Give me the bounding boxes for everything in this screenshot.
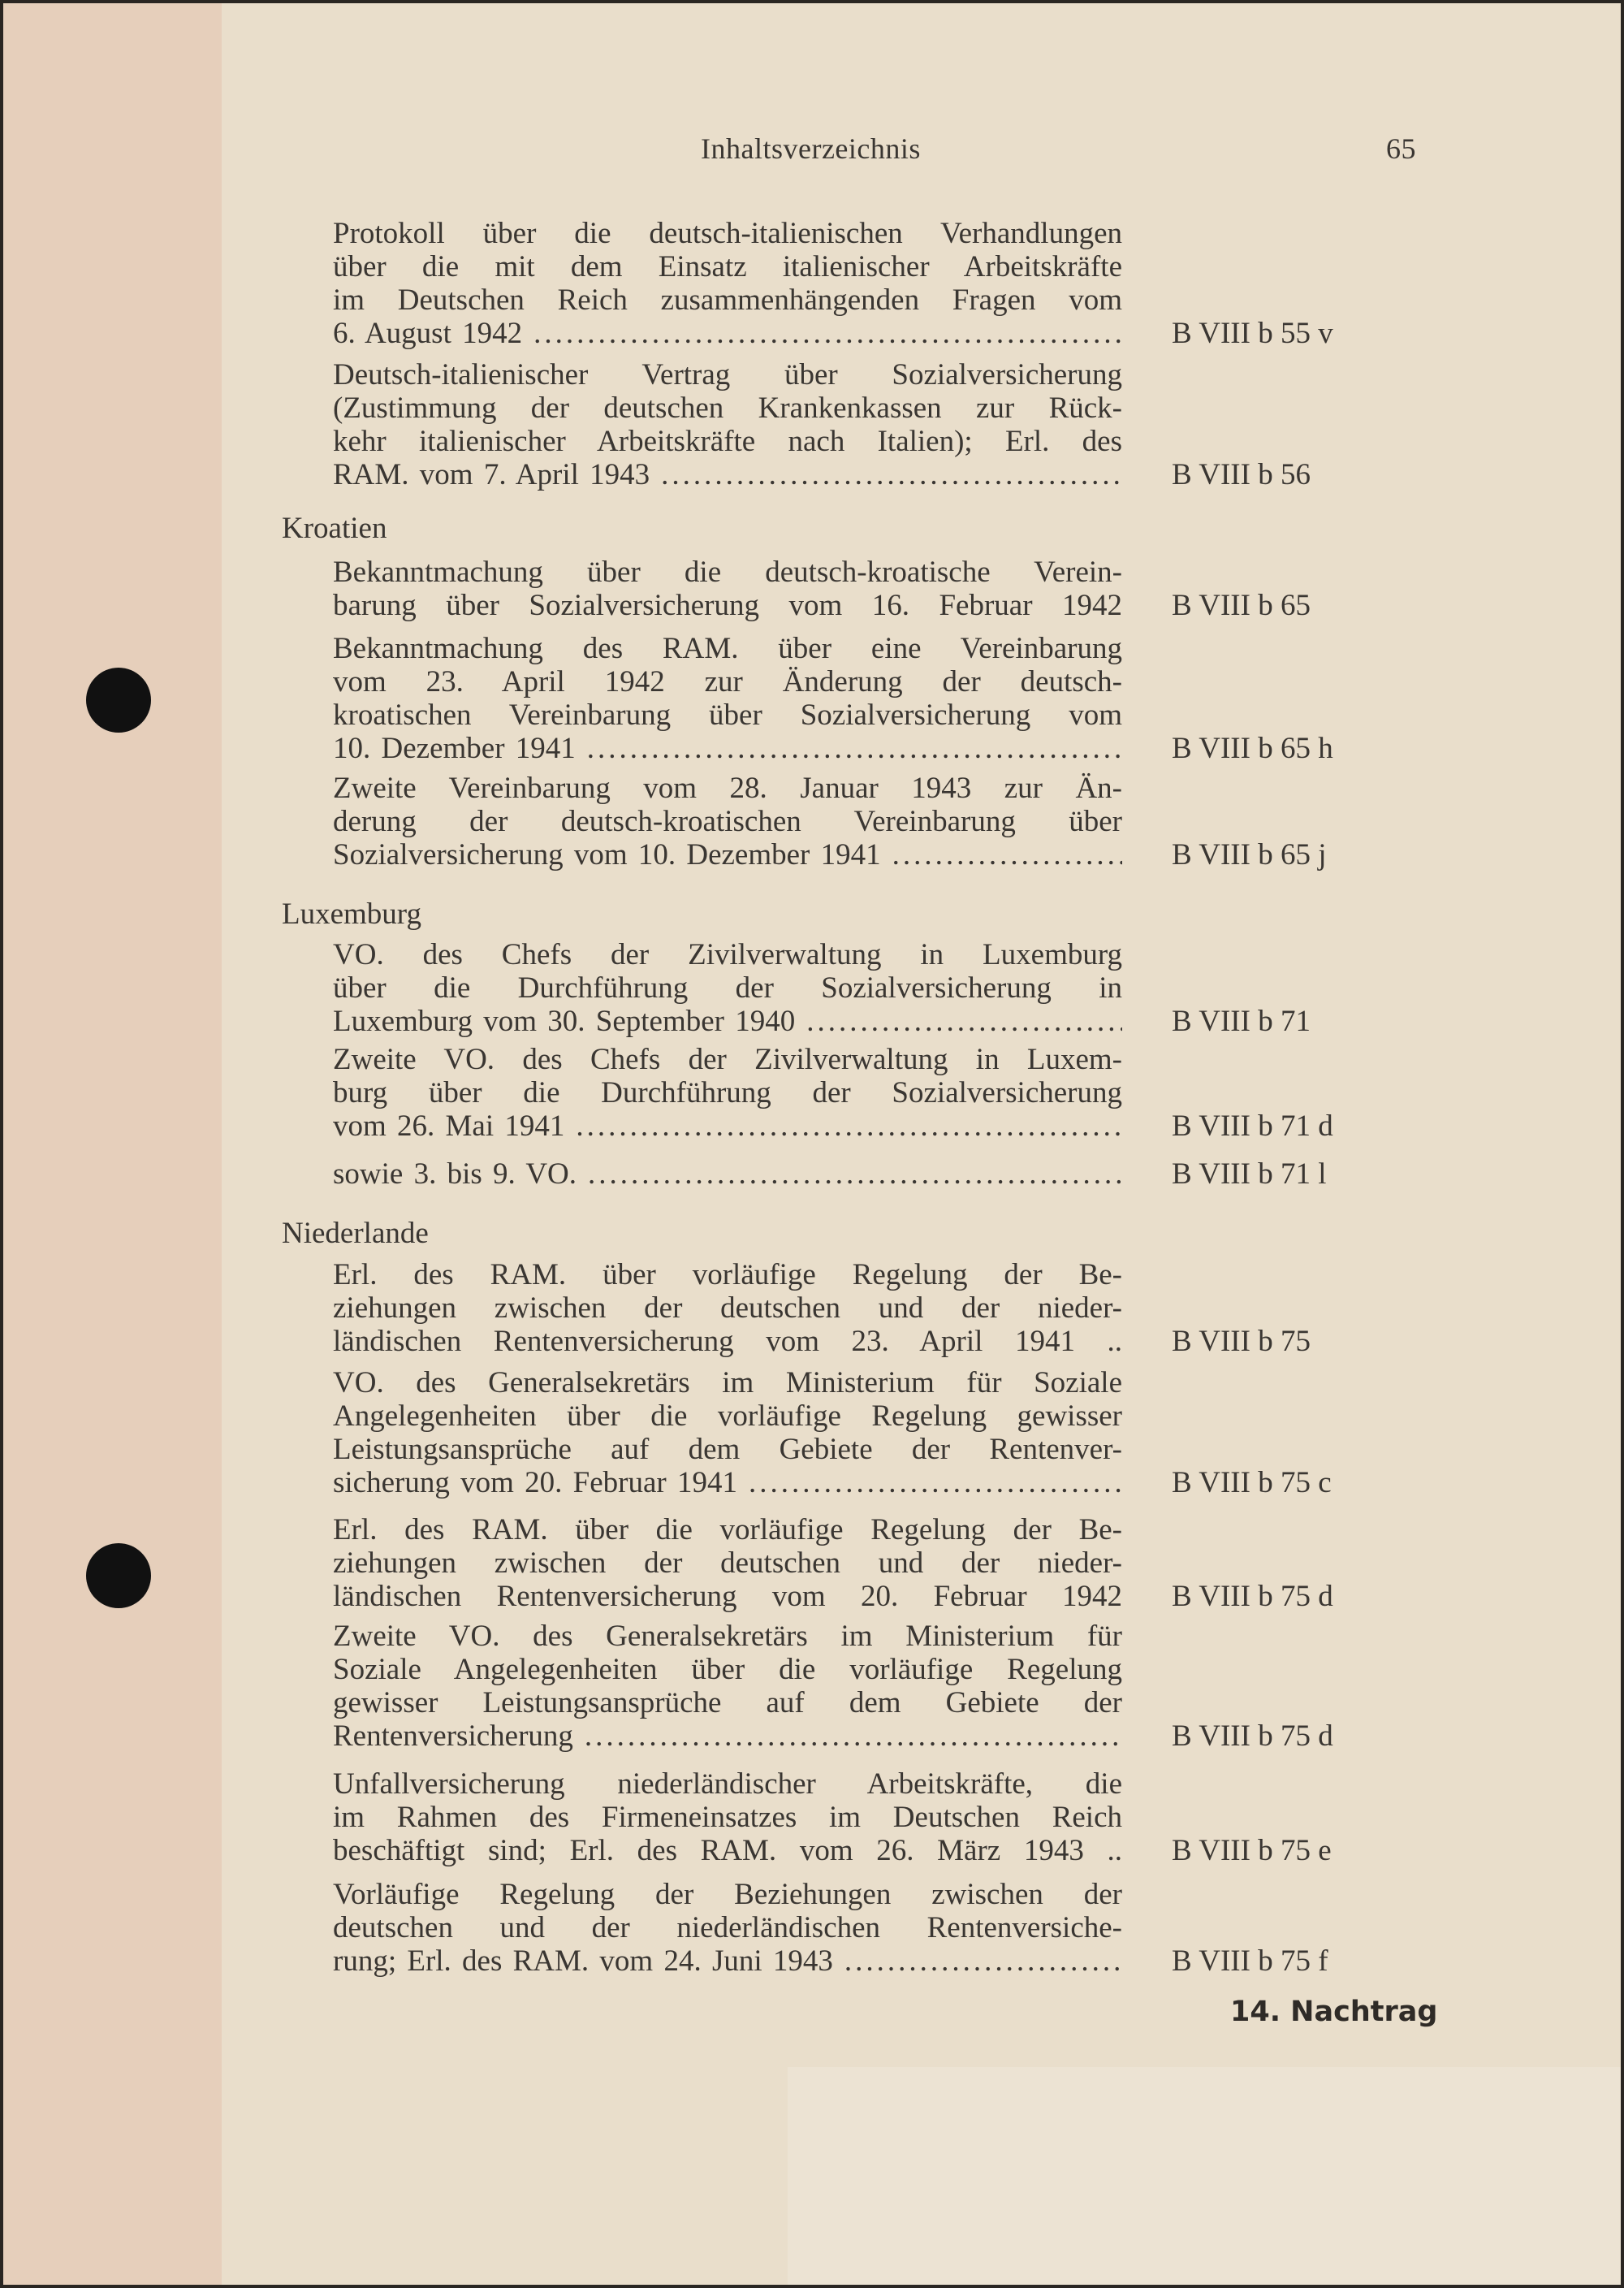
dot-leader: [844, 1944, 1122, 1978]
entry-line: ländischen Rentenversicherung vom 20. Februar 1942: [333, 1580, 1122, 1613]
entry-reference: B VIII b 56: [1172, 458, 1311, 491]
dot-leader: [588, 1157, 1122, 1191]
entry-line: Deutsch-italienischer Vertrag über Sozialversicherung: [333, 358, 1122, 391]
entry-reference: B VIII b 75 e: [1172, 1834, 1332, 1867]
entry-last-line: [333, 317, 1122, 350]
toc-entry: [333, 358, 1122, 491]
entry-reference: B VIII b 71 l: [1172, 1157, 1327, 1191]
entry-line: barung über Sozialversicherung vom 16. Februar 1942: [333, 589, 1122, 622]
entry-line: Erl. des RAM. über die vorläufige Regelung der Be-: [333, 1513, 1122, 1546]
entry-last-line: [333, 838, 1122, 872]
page-margin-strip: [0, 0, 222, 2288]
entry-line: vom 23. April 1942 zur Änderung der deutsch-: [333, 665, 1122, 699]
paper-patch: [788, 2067, 1624, 2288]
entry-line: kehr italienischer Arbeitskräfte nach Italien); Erl. des: [333, 425, 1122, 458]
toc-entry: [333, 1878, 1122, 1978]
entry-line: kroatischen Vereinbarung über Sozialversicherung vom: [333, 699, 1122, 732]
entry-line: Leistungsansprüche auf dem Gebiete der Rentenver-: [333, 1433, 1122, 1466]
entry-text: RAM. vom 7. April 1943: [333, 458, 650, 491]
entry-text: sicherung vom 20. Februar 1941: [333, 1466, 737, 1499]
toc-entry: [333, 938, 1122, 1038]
entry-text: 10. Dezember 1941: [333, 732, 576, 765]
entry-last-line: [333, 1157, 1122, 1191]
entry-reference: B VIII b 75 d: [1172, 1719, 1333, 1753]
entry-line: Angelegenheiten über die vorläufige Regelung gewisser: [333, 1399, 1122, 1433]
entry-last-line: [333, 732, 1122, 765]
entry-reference: B VIII b 71 d: [1172, 1109, 1333, 1143]
dot-leader: [749, 1466, 1122, 1499]
entry-last-line: [333, 1719, 1122, 1753]
entry-line: im Deutschen Reich zusammenhängenden Fragen vom: [333, 283, 1122, 317]
entry-line: Vorläufige Regelung der Beziehungen zwischen der: [333, 1878, 1122, 1911]
supplement-label: 14. Nachtrag: [1230, 1996, 1438, 2028]
dot-leader: [892, 838, 1122, 872]
entry-reference: B VIII b 65: [1172, 589, 1311, 622]
entry-reference: B VIII b 75: [1172, 1325, 1311, 1358]
entry-line: Zweite VO. des Generalsekretärs im Ministerium für: [333, 1620, 1122, 1653]
dot-leader: [587, 732, 1122, 765]
entry-line: ländischen Rentenversicherung vom 23. April 1941 ..: [333, 1325, 1122, 1358]
entry-reference: B VIII b 65 h: [1172, 732, 1333, 765]
dot-leader: [585, 1719, 1122, 1753]
section-heading: Luxemburg: [282, 897, 421, 931]
entry-text: 6. August 1942: [333, 317, 523, 350]
entry-reference: B VIII b 71: [1172, 1005, 1311, 1038]
entry-line: Protokoll über die deutsch-italienischen Verhandlungen: [333, 217, 1122, 250]
entry-line: derung der deutsch-kroatischen Vereinbarung über: [333, 805, 1122, 838]
entry-line: gewisser Leistungsansprüche auf dem Gebiete der: [333, 1686, 1122, 1719]
entry-text: rung; Erl. des RAM. vom 24. Juni 1943: [333, 1944, 833, 1978]
entry-line: über die Durchführung der Sozialversicherung in: [333, 971, 1122, 1005]
entry-reference: B VIII b 75 d: [1172, 1580, 1333, 1613]
toc-entry: [333, 632, 1122, 765]
entry-reference: B VIII b 75 f: [1172, 1944, 1328, 1978]
entry-reference: B VIII b 65 j: [1172, 838, 1327, 872]
entry-text: Luxemburg vom 30. September 1940: [333, 1005, 796, 1038]
entry-text: Rentenversicherung: [333, 1719, 573, 1753]
toc-entry: [333, 772, 1122, 872]
toc-entry: [333, 1043, 1122, 1143]
entry-text: vom 26. Mai 1941: [333, 1109, 565, 1143]
dot-leader: [533, 317, 1122, 350]
entry-line: VO. des Chefs der Zivilverwaltung in Luxemburg: [333, 938, 1122, 971]
toc-entry: [333, 217, 1122, 350]
entry-line: Unfallversicherung niederländischer Arbeitskräfte, die: [333, 1767, 1122, 1801]
toc-entry: [333, 1620, 1122, 1753]
section-heading: Kroatien: [282, 512, 387, 545]
toc-entry: [333, 1513, 1122, 1613]
entry-line: Zweite Vereinbarung vom 28. Januar 1943 zur Än-: [333, 772, 1122, 805]
entry-reference: B VIII b 75 c: [1172, 1466, 1332, 1499]
entry-line: beschäftigt sind; Erl. des RAM. vom 26. März 1943 ..: [333, 1834, 1122, 1867]
dot-leader: [576, 1109, 1122, 1143]
entry-line: Soziale Angelegenheiten über die vorläufige Regelung: [333, 1653, 1122, 1686]
toc-entry: [333, 1366, 1122, 1499]
entry-last-line: [333, 1005, 1122, 1038]
entry-line: Erl. des RAM. über vorläufige Regelung der Be-: [333, 1258, 1122, 1291]
entry-line: Bekanntmachung des RAM. über eine Vereinbarung: [333, 632, 1122, 665]
entry-line: ziehungen zwischen der deutschen und der nieder-: [333, 1546, 1122, 1580]
running-title: Inhaltsverzeichnis: [701, 132, 921, 165]
entry-last-line: [333, 1944, 1122, 1978]
entry-line: über die mit dem Einsatz italienischer Arbeitskräfte: [333, 250, 1122, 283]
page-number: 65: [1386, 132, 1416, 165]
section-heading: Niederlande: [282, 1217, 429, 1250]
entry-last-line: [333, 458, 1122, 491]
entry-line: deutschen und der niederländischen Rentenversiche-: [333, 1911, 1122, 1944]
entry-last-line: [333, 1109, 1122, 1143]
entry-line: VO. des Generalsekretärs im Ministerium für Soziale: [333, 1366, 1122, 1399]
dot-leader: [661, 458, 1122, 491]
punch-hole: [86, 668, 151, 733]
punch-hole: [86, 1543, 151, 1608]
entry-last-line: [333, 1466, 1122, 1499]
entry-reference: B VIII b 55 v: [1172, 317, 1333, 350]
entry-line: im Rahmen des Firmeneinsatzes im Deutschen Reich: [333, 1801, 1122, 1834]
toc-entry: [333, 556, 1122, 622]
toc-entry: [333, 1157, 1122, 1191]
toc-entry: [333, 1767, 1122, 1867]
entry-text: Sozialversicherung vom 10. Dezember 1941: [333, 838, 881, 872]
dot-leader: [806, 1005, 1122, 1038]
entry-line: Bekanntmachung über die deutsch-kroatische Verein-: [333, 556, 1122, 589]
entry-text: sowie 3. bis 9. VO.: [333, 1157, 577, 1191]
entry-line: (Zustimmung der deutschen Krankenkassen zur Rück-: [333, 391, 1122, 425]
entry-line: burg über die Durchführung der Sozialversicherung: [333, 1076, 1122, 1109]
entry-line: Zweite VO. des Chefs der Zivilverwaltung in Luxem-: [333, 1043, 1122, 1076]
entry-line: ziehungen zwischen der deutschen und der nieder-: [333, 1291, 1122, 1325]
toc-entry: [333, 1258, 1122, 1358]
